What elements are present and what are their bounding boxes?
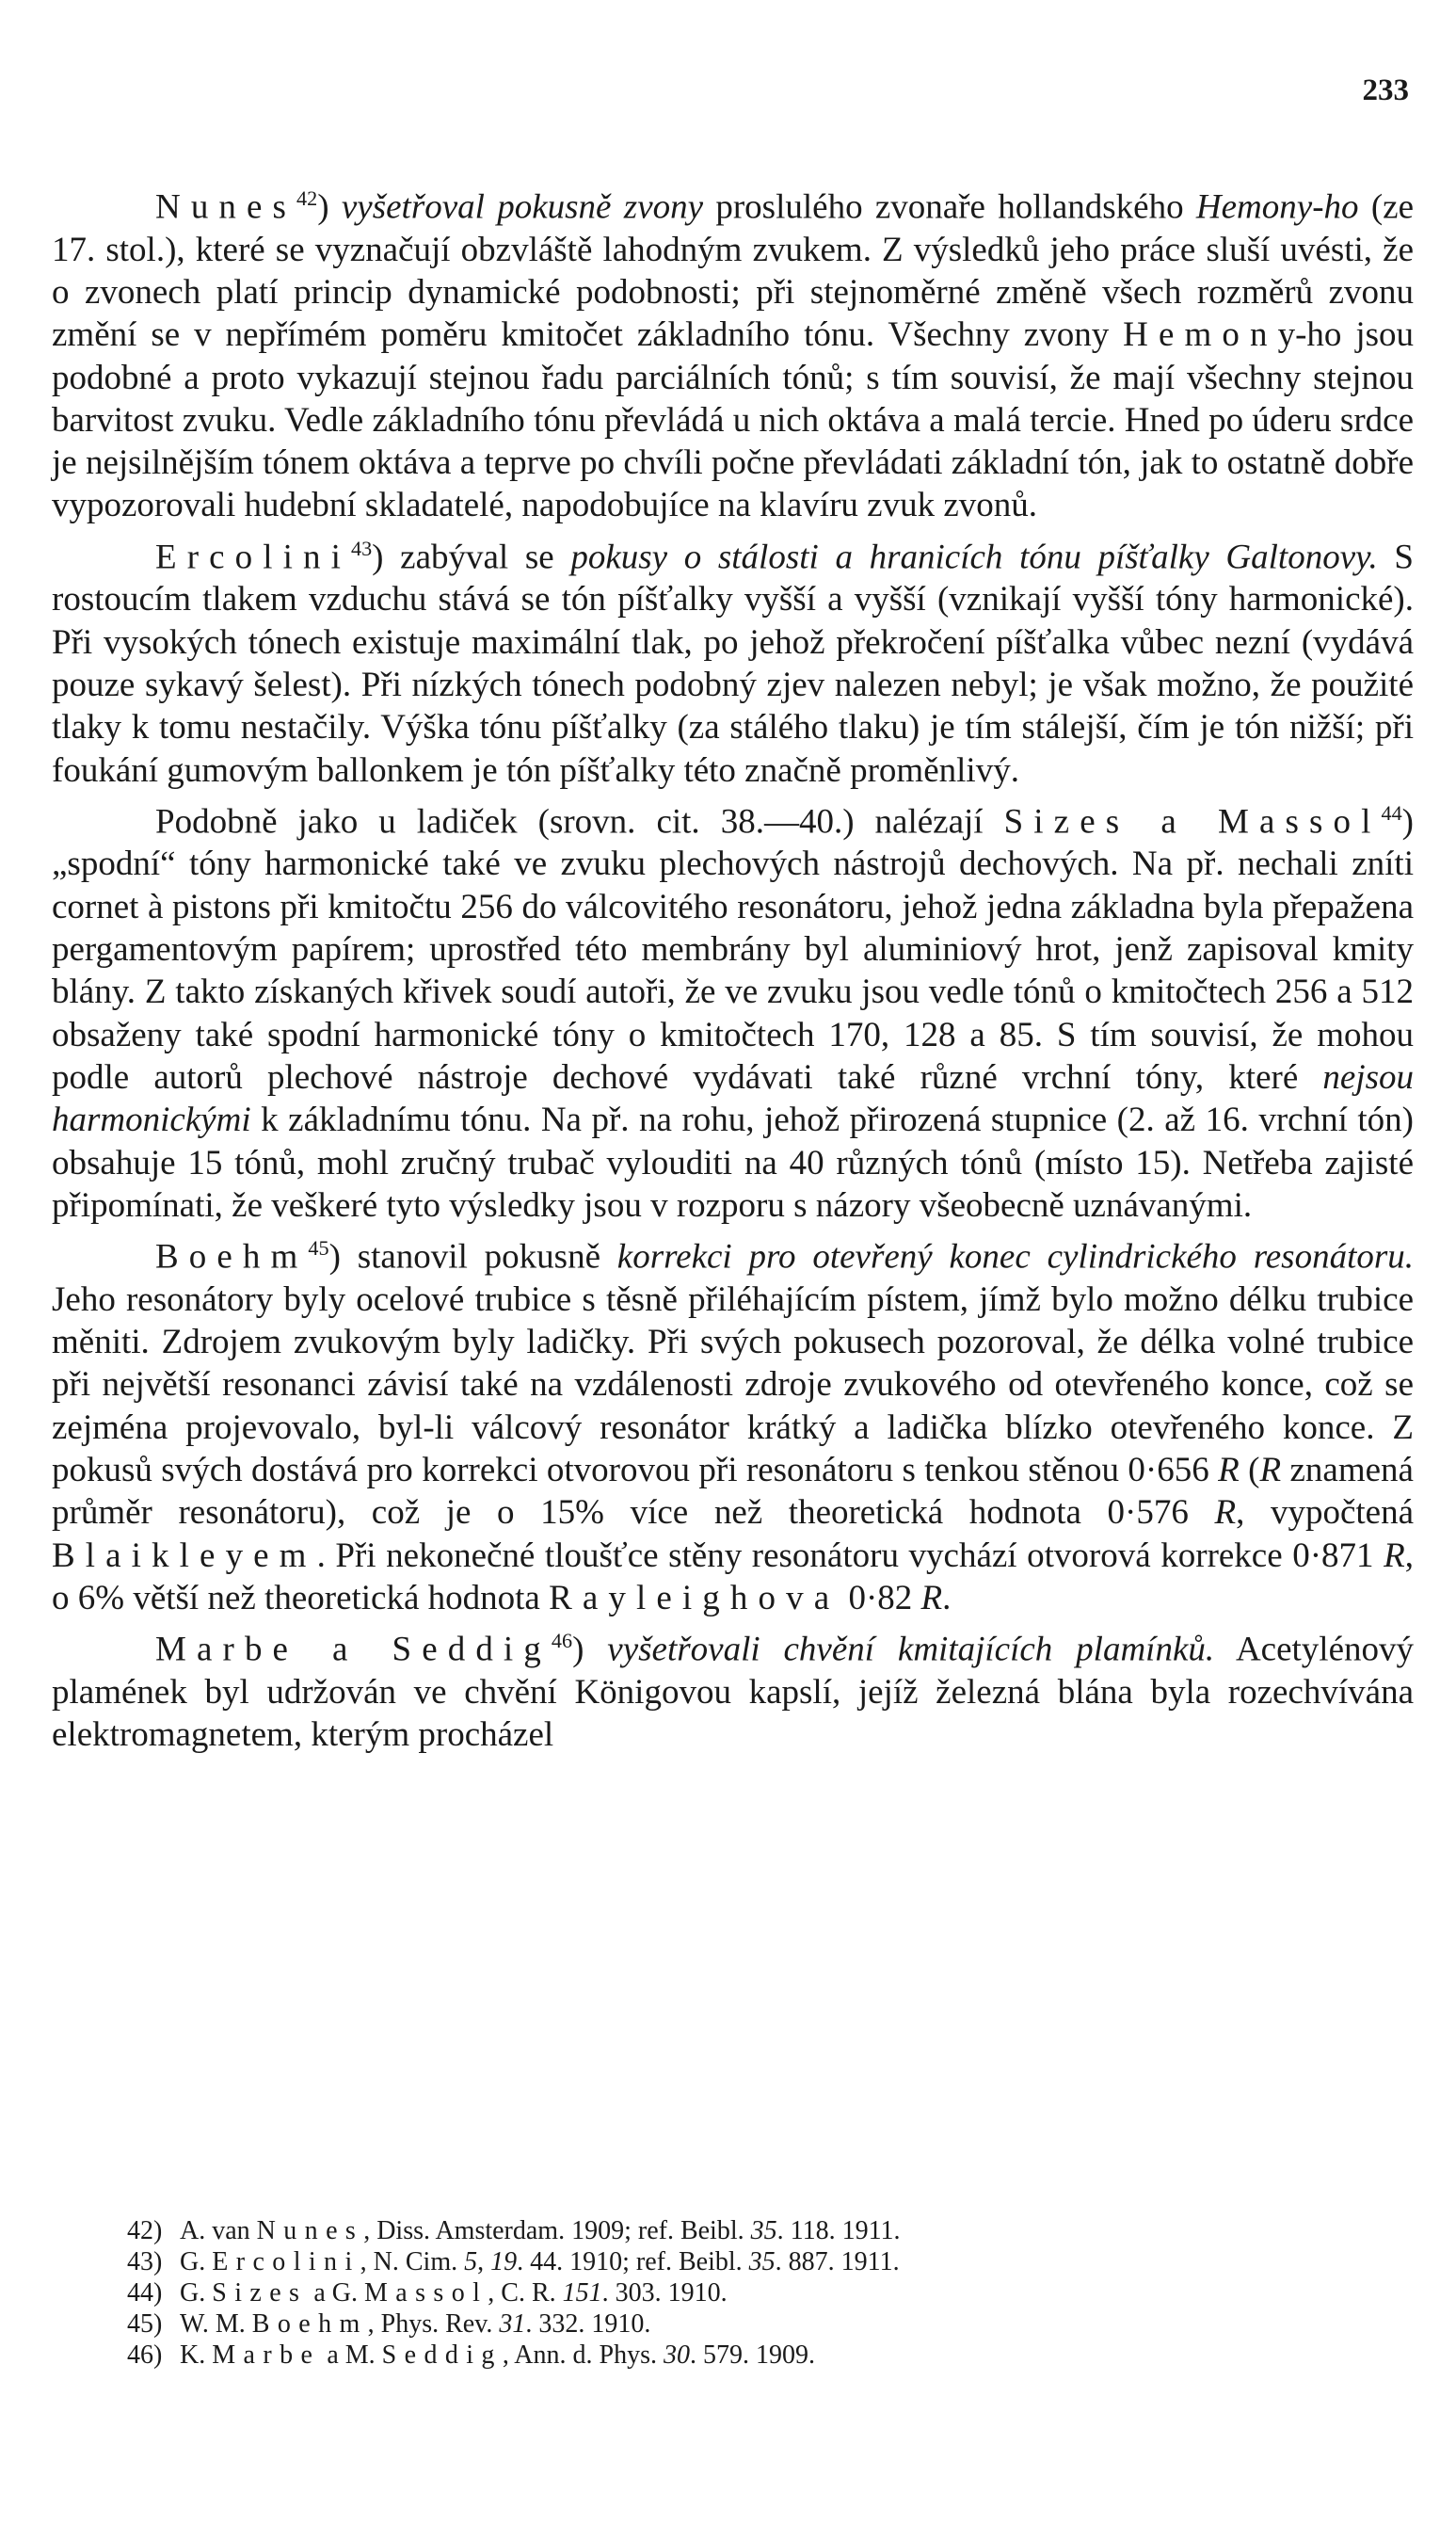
text-run: Acetylénový plamének byl udržován ve chvění Königovou kapslí, jejíž železná blána byla rozechvívána elektromagnetem, kterým procházel (52, 1630, 1414, 1755)
text-run: , Diss. Amsterdam. 1909; ref. Beibl. (363, 2216, 751, 2245)
text-run: R (1214, 1493, 1237, 1533)
footnote-ref: 42 (296, 186, 318, 210)
text-run: Boehm (155, 1237, 309, 1277)
text-run: Nunes (155, 187, 297, 227)
text-run: a M. (320, 2340, 382, 2370)
footnote-ref: 46 (551, 1629, 573, 1653)
footnote (127, 2340, 1445, 2371)
text-run: 35 (750, 2216, 777, 2245)
text-run: proslulého zvonaře hollandského (703, 187, 1196, 227)
text-run: ) zabýval se (372, 538, 571, 577)
paragraph-boehm (52, 1227, 1414, 1619)
footnote (127, 2246, 1445, 2277)
text-run: Hemony-ho (1195, 187, 1359, 227)
text-run: y-ho jsou podobné a proto vykazují stejnou řadu parciálních tónů; s tím souvisí, že mají všechny stejnou barvitost zvuku. Vedle základního tónu převládá u nich oktáva a malá tercie. Hned po úderu srdce je nejsilnějším tónem oktáva a teprve po chvíli počne převládati základní tón, jak to ostatně dobře vypozorovali hudební skladatelé, napodobujíce na klavíru zvuk zvonů. (52, 315, 1414, 525)
text-run: A. van (180, 2216, 257, 2245)
text-run: , o 6% větší než theoretická hodnota (52, 1536, 1414, 1617)
text-run: . 887. 1911. (775, 2247, 900, 2276)
text-run: K. (180, 2340, 213, 2370)
text-run: G. (180, 2278, 213, 2308)
text-run: . Při nekonečné tloušťce stěny resonátoru vychází otvorová korrekce 0·871 (316, 1536, 1384, 1575)
text-run: Seddig (381, 2340, 503, 2370)
body-text (52, 177, 1414, 1756)
text-run: pokusy o stálosti a hranicích tónu píšťalky Galtonovy. (570, 538, 1378, 577)
paragraph-ercolini (52, 527, 1414, 792)
text-run: ) (317, 187, 342, 227)
text-run: ) „spodní“ tóny harmonické také ve zvuku plechových nástrojů dechových. Na př. nechali zníti cornet à pistons při kmitočtu 256 do válcovitého resonátoru, jehož jedna základna byla přepažena pergamentovým papírem; uprostřed této membrány byl aluminiový hrot, jenž zapisoval kmity blány. Z takto získaných křivek soudí autoři, že ve zvuku jsou vedle tónů o kmitočtech 256 a 512 obsaženy také spodní harmonické tóny o kmitočtech 170, 128 a 85. S tím souvisí, že mohou podle autorů plechové nástroje dechové vydávati také různé vrchní tóny, které (52, 802, 1414, 1097)
text-run: , C. R. (488, 2278, 563, 2308)
text-run: 151 (562, 2278, 602, 2308)
text-run: Hemon (1123, 315, 1278, 355)
text-run: znamená průměr resonátoru), což je o 15% více než theoretická hodnota 0·576 (52, 1450, 1414, 1533)
text-run: Rayleighova (549, 1578, 840, 1617)
text-run: . 118. 1911. (776, 2216, 901, 2245)
footnote-number: 43) (127, 2247, 163, 2276)
text-run: W. M. (180, 2309, 252, 2339)
footnote-number: 44) (127, 2278, 163, 2308)
footnotes (127, 2215, 1445, 2371)
text-run: , Ann. d. Phys. (502, 2340, 664, 2370)
text-run: R (920, 1578, 943, 1617)
text-run: Podobně jako u ladiček (srovn. cit. 38.—40.) nalézají (155, 802, 1004, 842)
footnote-number: 45) (127, 2309, 163, 2339)
text-run: Massol (364, 2278, 488, 2308)
text-run: . 332. 1910. (525, 2309, 651, 2339)
text-run: , Phys. Rev. (367, 2309, 500, 2339)
footnote (127, 2277, 1445, 2308)
text-run: nejsou harmonickými (52, 1057, 1414, 1140)
text-run: k základnímu tónu. Na př. na rohu, jehož přirozená stupnice (2. až 16. vrchní tón) obsahuje 15 tónů, mohl zručný trubač vylouditi na 40 různých tónů (místo 15). Netřeba zajisté připomínati, že veškeré tyto výsledky jsou v rozporu s názory všeobecně uznávanými. (52, 1101, 1414, 1225)
text-run: G. (180, 2247, 213, 2276)
text-run: . 44. 1910; ref. Beibl. (517, 2247, 749, 2276)
footnote-ref: 45 (308, 1236, 329, 1261)
text-run: 31 (499, 2309, 526, 2339)
text-run: korrekci pro otevřený konec cylindrického resonátoru. (616, 1237, 1414, 1277)
text-run: 19 (490, 2247, 518, 2276)
footnote-number: 42) (127, 2216, 163, 2245)
text-run: 0·82 (840, 1578, 921, 1617)
footnote (127, 2308, 1445, 2340)
text-run: Marbe (212, 2340, 321, 2370)
footnote-ref: 44 (1381, 800, 1402, 825)
footnote (127, 2215, 1445, 2246)
text-run: . (942, 1578, 952, 1617)
text-run: vyšetřoval pokusně zvony (341, 187, 704, 227)
text-run: 35 (748, 2247, 776, 2276)
text-run: Blaikleyem (52, 1536, 317, 1575)
text-run: , vypočtená (1236, 1493, 1414, 1533)
text-run: (ze 17. stol.), které se vyznačují obzvláště lahodným zvukem. Z výsledků jeho práce sluší uvésti, že o zvonech platí princip dynamické podobnosti; při stejnoměrné změně všech rozměrů zvonu změní se v nepřímém poměru kmitočet základního tónu. Všechny zvony (52, 187, 1414, 355)
paragraph-nunes (52, 177, 1414, 527)
text-run: Nunes (256, 2216, 364, 2245)
footnote-number: 46) (127, 2340, 163, 2370)
text-run: S rostoucím tlakem vzduchu stává se tón píšťalky vyšší a vyšší (vznikají vyšší tóny harmonické). Při vysokých tónech existuje maximální tlak, po jehož překročení píšťalka vůbec nezní (vydává pouze sykavý šelest). Při nízkých tónech podobný zjev nalezen nebyl; je však možno, že použité tlaky k tomu nestačily. Výška tónu píšťalky (za stálého tlaku) je tím stálejší, čím je tón nižší; při foukání gumovým ballonkem je tón píšťalky této značně proměnlivý. (52, 538, 1414, 790)
text-run: Jeho resonátory byly ocelové trubice s těsně přiléhajícím pístem, jímž bylo možno délku trubice měniti. Zdrojem zvukovým byly ladičky. Při svých pokusech pozoroval, že délka volné trubice při největší resonanci závisí také na vzdálenosti zdroje zvukového od otevřeného konce, což se zejména projevovalo, byl-li válcový resonátor krátký a ladička blízko otevřeného konce. Z pokusů svých dostává pro korrekci otvorovou při resonátoru s tenkou stěnou 0·656 (52, 1279, 1414, 1489)
text-run: ) stanovil pokusně (328, 1237, 617, 1277)
paragraph-marbe-seddig (52, 1619, 1414, 1756)
page-number: 233 (1362, 73, 1409, 107)
footnote-ref: 43 (350, 536, 373, 560)
text-run: Ercolini (155, 538, 351, 577)
text-run: R (1384, 1536, 1405, 1575)
text-run: ( (1239, 1450, 1260, 1489)
text-run: 30 (663, 2340, 690, 2370)
text-run: , (477, 2247, 491, 2276)
text-run: Sizes a Massol (1003, 802, 1382, 842)
text-run: 5 (464, 2247, 478, 2276)
text-run: Boehm (251, 2309, 368, 2339)
text-run: R (1259, 1450, 1282, 1489)
text-run: . 303. 1910. (601, 2278, 728, 2308)
text-run: ) (572, 1630, 608, 1669)
text-run: Sizes (212, 2278, 308, 2308)
text-run: vyšetřovali chvění kmitajících plamínků. (607, 1630, 1215, 1669)
text-run: Marbe a Seddig (155, 1630, 552, 1669)
text-run: a G. (307, 2278, 364, 2308)
paragraph-sizes-massol (52, 792, 1414, 1227)
text-run: , N. Cim. (360, 2247, 465, 2276)
text-run: R (1218, 1450, 1240, 1489)
text-run: Ercolini (212, 2247, 360, 2276)
text-run: . 579. 1909. (689, 2340, 815, 2370)
